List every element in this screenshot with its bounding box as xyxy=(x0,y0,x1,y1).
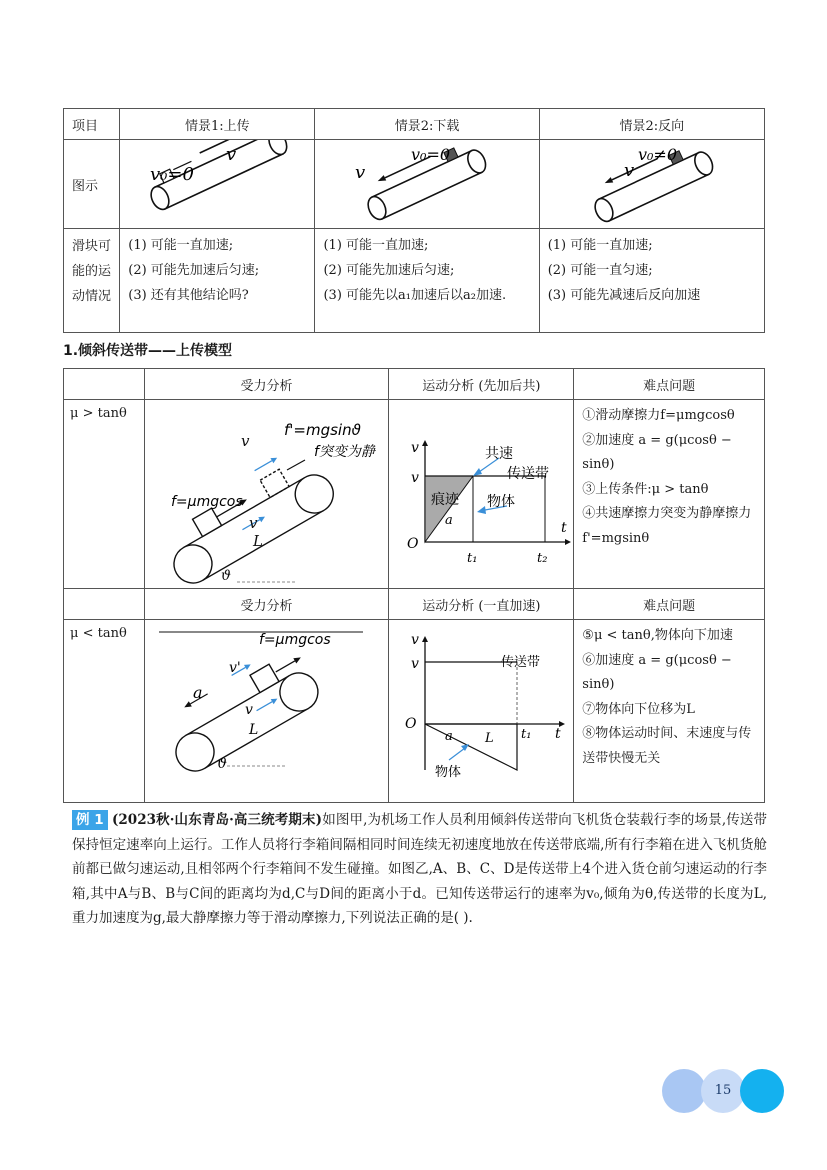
decor-circle-right xyxy=(740,1069,784,1113)
case1-graph-t1: t₁ xyxy=(467,551,478,566)
case2-note: ⑤μ < tanθ,物体向下加速 xyxy=(582,628,733,643)
header-motion: 运动分析 (先加后共) xyxy=(389,369,574,400)
case1-f-static: f突变为静 xyxy=(313,444,375,460)
example-badge: 例 1 xyxy=(72,810,108,830)
case1-graph-v-axis: v xyxy=(411,440,420,456)
case2-a-label: a xyxy=(192,683,203,702)
case2-graph-belt: 传送带 xyxy=(501,655,541,670)
header-motion-2: 运动分析 (一直加速) xyxy=(389,589,574,620)
case2-graph-v-axis: v xyxy=(411,632,420,648)
case1-note: ③上传条件:μ > tanθ xyxy=(582,481,709,497)
case2-graph-L: L xyxy=(485,731,495,746)
case1-graph-gongsu: 共速 xyxy=(485,446,514,462)
scenario1-motion xyxy=(120,229,315,333)
page-number-badge xyxy=(662,1069,784,1113)
fig1-v-label: v xyxy=(226,144,237,165)
case2-graph-a: a xyxy=(445,729,454,744)
case2-graph-t-axis: t xyxy=(555,726,562,742)
case2-vt-graph xyxy=(389,620,574,803)
figure-reverse xyxy=(539,140,764,229)
scenario1-line: (2) 可能先加速后匀速; xyxy=(128,263,260,278)
case2-force-diagram xyxy=(144,620,389,803)
case1-graph-t2: t₂ xyxy=(537,551,548,566)
scenario1-line: (1) 可能一直加速; xyxy=(128,238,234,253)
case1-f-prime: f'=mgsinϑ xyxy=(283,421,361,439)
case2-v-label: v xyxy=(244,702,253,718)
case1-note: ④共速摩擦力突变为静摩擦力f'=mgsinθ xyxy=(582,506,752,546)
case2-graph-origin: O xyxy=(405,716,417,732)
upload-model-table xyxy=(63,368,765,803)
scenario2-line: (3) 可能先以a₁加速后以a₂加速. xyxy=(323,288,507,303)
case2-theta-label: ϑ xyxy=(216,756,227,772)
scenario2-line: (1) 可能一直加速; xyxy=(323,238,429,253)
fig1-v0-label: v₀=0 xyxy=(150,164,195,185)
scenario1-line: (3) 还有其他结论吗? xyxy=(128,288,249,303)
scenario3-line: (2) 可能一直匀速; xyxy=(547,263,653,278)
case1-graph-belt: 传送带 xyxy=(507,466,550,482)
case2-label: μ < tanθ xyxy=(64,620,145,803)
case2-note: ⑧物体运动时间、末速度与传送带快慢无关 xyxy=(582,726,752,766)
case1-v2-label: v xyxy=(248,514,258,532)
section-title: 1.倾斜传送带——上传模型 xyxy=(63,343,233,359)
case2-graph-body: 物体 xyxy=(435,765,462,780)
figure-upload xyxy=(120,140,315,229)
scenario3-line: (1) 可能一直加速; xyxy=(547,238,653,253)
case1-notes xyxy=(574,400,765,589)
header-force-2: 受力分析 xyxy=(144,589,389,620)
header-blank-2 xyxy=(64,589,145,620)
header-difficulty: 难点问题 xyxy=(574,369,765,400)
row-label-figure: 图示 xyxy=(64,140,120,229)
case2-f-kinetic: f=μmgcos xyxy=(258,632,331,648)
case1-label: μ > tanθ xyxy=(64,400,145,589)
case1-graph-trace: 痕迹 xyxy=(431,492,460,508)
case1-graph-origin: O xyxy=(407,536,419,552)
header-item: 项目 xyxy=(64,109,120,140)
case2-graph-v-level: v xyxy=(411,656,420,672)
scenario3-motion xyxy=(539,229,764,333)
decor-circle-left xyxy=(662,1069,706,1113)
case1-force-diagram xyxy=(144,400,389,589)
fig3-v0-label: v₀≠0 xyxy=(637,145,677,164)
header-force: 受力分析 xyxy=(144,369,389,400)
case1-theta-label: ϑ xyxy=(220,568,231,584)
header-scenario2: 情景2:下载 xyxy=(315,109,539,140)
example-source: (2023秋·山东青岛·高三统考期末) xyxy=(112,812,323,828)
example-text: 如图甲,为机场工作人员利用倾斜传送带向飞机货仓装载行李的场景,传送带保持恒定速率向上运行。工作人员将行李箱间隔相同时间连续无初速度地放在传送带底端,所有行李箱在进入飞机货舱前都已做匀速运动,且相邻两个行李箱间不发生碰撞。如图乙,A、B、C、D是传送带上4个进入货仓前匀速运动的行李箱,其中A与B、B与C间的距离均为d,C与D间的距离小于d。已知传送带运行的速率为v₀,倾角为θ,传送带的长度为L,重力加速度为g,最大静摩擦力等于滑动摩擦力,下列说法正确的是( ). xyxy=(72,812,767,926)
case2-note: ⑦物体向下位移为L xyxy=(582,701,695,717)
header-difficulty-2: 难点问题 xyxy=(574,589,765,620)
figure-download xyxy=(315,140,539,229)
case1-note: ②加速度 a = g(μcosθ − sinθ) xyxy=(582,432,732,472)
fig2-v-label: v xyxy=(355,162,366,183)
header-scenario3: 情景2:反向 xyxy=(539,109,764,140)
case2-notes xyxy=(574,620,765,803)
case2-graph-t1: t₁ xyxy=(521,727,532,742)
header-blank xyxy=(64,369,145,400)
fig2-v0-label: v₀=0 xyxy=(411,145,451,164)
scenario-table xyxy=(63,108,765,333)
row-label-motion: 滑块可能的运动情况 xyxy=(64,229,120,333)
scenario2-motion xyxy=(315,229,539,333)
case1-f-kinetic: f=μmgcos xyxy=(170,494,243,510)
case1-graph-t-axis: t xyxy=(561,520,568,536)
case1-graph-v-level: v xyxy=(411,470,420,486)
header-scenario1: 情景1:上传 xyxy=(120,109,315,140)
case1-graph-a: a xyxy=(445,513,454,528)
scenario2-line: (2) 可能先加速后匀速; xyxy=(323,263,455,278)
case1-vt-graph xyxy=(389,400,574,589)
fig3-v-label: v xyxy=(623,160,634,181)
page-number: 15 xyxy=(714,1083,732,1098)
case1-graph-body: 物体 xyxy=(487,494,516,510)
example-paragraph xyxy=(72,808,767,931)
case1-note: ①滑动摩擦力f=μmgcosθ xyxy=(582,408,735,423)
case2-L-label: L xyxy=(248,722,258,738)
case1-v-label: v xyxy=(240,432,250,450)
case1-L-label: L xyxy=(252,532,263,550)
case2-note: ⑥加速度 a = g(μcosθ − sinθ) xyxy=(582,652,732,692)
scenario3-line: (3) 可能先减速后反向加速 xyxy=(547,288,701,303)
case2-v-prime: v' xyxy=(228,660,241,676)
